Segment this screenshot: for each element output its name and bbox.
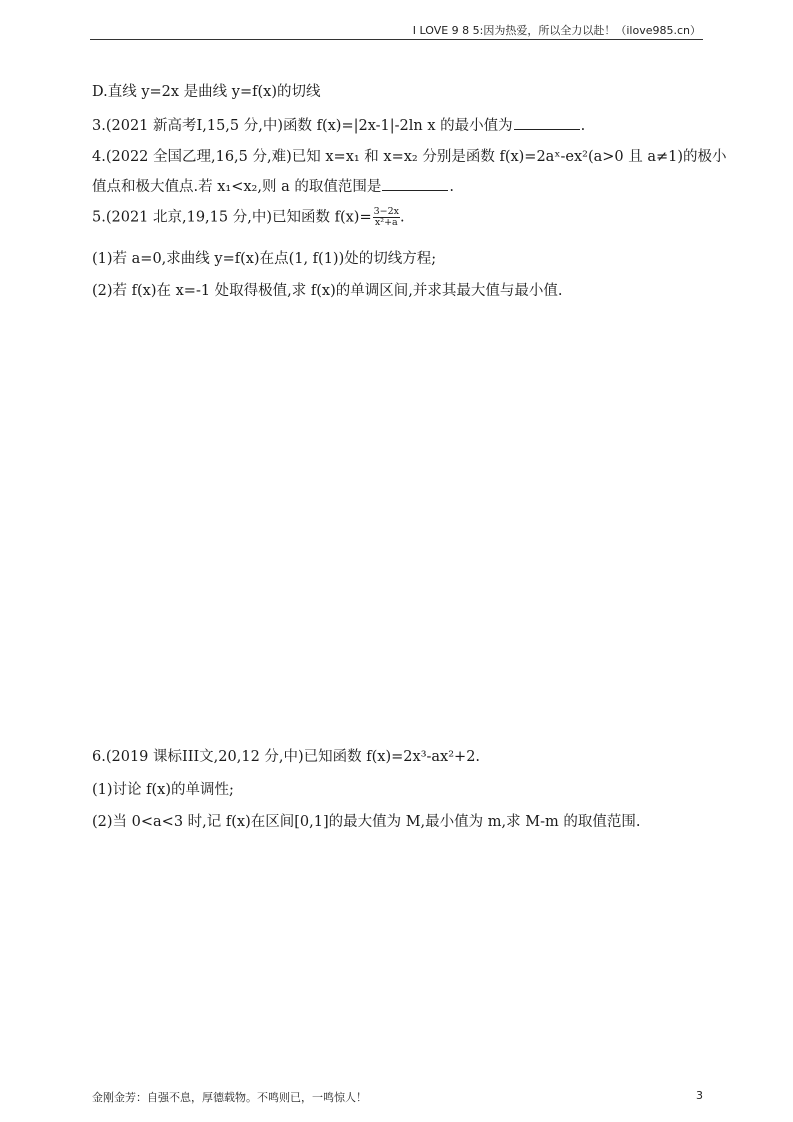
fraction-denominator: x²+a bbox=[374, 217, 398, 228]
fraction bbox=[373, 207, 400, 228]
question-4-line1: 4.(2022 全国乙理,16,5 分,难)已知 x=x₁ 和 x=x₂ 分别是函数 f(x)=2aˣ-ex²(a>0 且 a≠1)的极小 bbox=[92, 149, 727, 165]
question-5 bbox=[92, 207, 405, 228]
fraction-numerator: 3−2x bbox=[373, 206, 400, 217]
question-4-text: 值点和极大值点.若 x₁<x₂,则 a 的取值范围是 bbox=[92, 179, 382, 195]
answer-blank-3 bbox=[514, 115, 580, 130]
page-header: I LOVE 9 8 5:因为热爱，所以全力以赴！（ilove985.cn） bbox=[412, 24, 701, 37]
question-5-end: . bbox=[400, 209, 405, 226]
question-5-text: 5.(2021 北京,19,15 分,中)已知函数 f(x)= bbox=[92, 209, 372, 226]
question-3-end: . bbox=[580, 118, 586, 134]
option-d-line: D.直线 y=2x 是曲线 y=f(x)的切线 bbox=[92, 84, 321, 100]
page-number: 3 bbox=[696, 1089, 703, 1102]
question-6: 6.(2019 课标III文,20,12 分,中)已知函数 f(x)=2x³-ax²+2. bbox=[92, 749, 481, 765]
question-3 bbox=[92, 115, 585, 136]
question-4-end: . bbox=[449, 179, 454, 195]
question-5-part-2: (2)若 f(x)在 x=-1 处取得极值,求 f(x)的单调区间,并求其最大值与最小值. bbox=[92, 283, 563, 299]
question-3-text: 3.(2021 新高考I,15,5 分,中)函数 f(x)=|2x-1|-2ln x 的最小值为 bbox=[92, 118, 513, 134]
footer-motto: 金刚金芳：自强不息，厚德载物。不鸣则已，一鸣惊人！ bbox=[92, 1091, 367, 1104]
answer-blank-4 bbox=[382, 176, 448, 191]
header-divider bbox=[90, 39, 703, 40]
question-4-line2 bbox=[92, 176, 454, 197]
question-6-part-2: (2)当 0<a<3 时,记 f(x)在区间[0,1]的最大值为 M,最小值为 m,求 M-m 的取值范围. bbox=[92, 814, 641, 830]
question-5-part-1: (1)若 a=0,求曲线 y=f(x)在点(1, f(1))处的切线方程; bbox=[92, 251, 437, 267]
question-6-part-1: (1)讨论 f(x)的单调性; bbox=[92, 782, 234, 798]
